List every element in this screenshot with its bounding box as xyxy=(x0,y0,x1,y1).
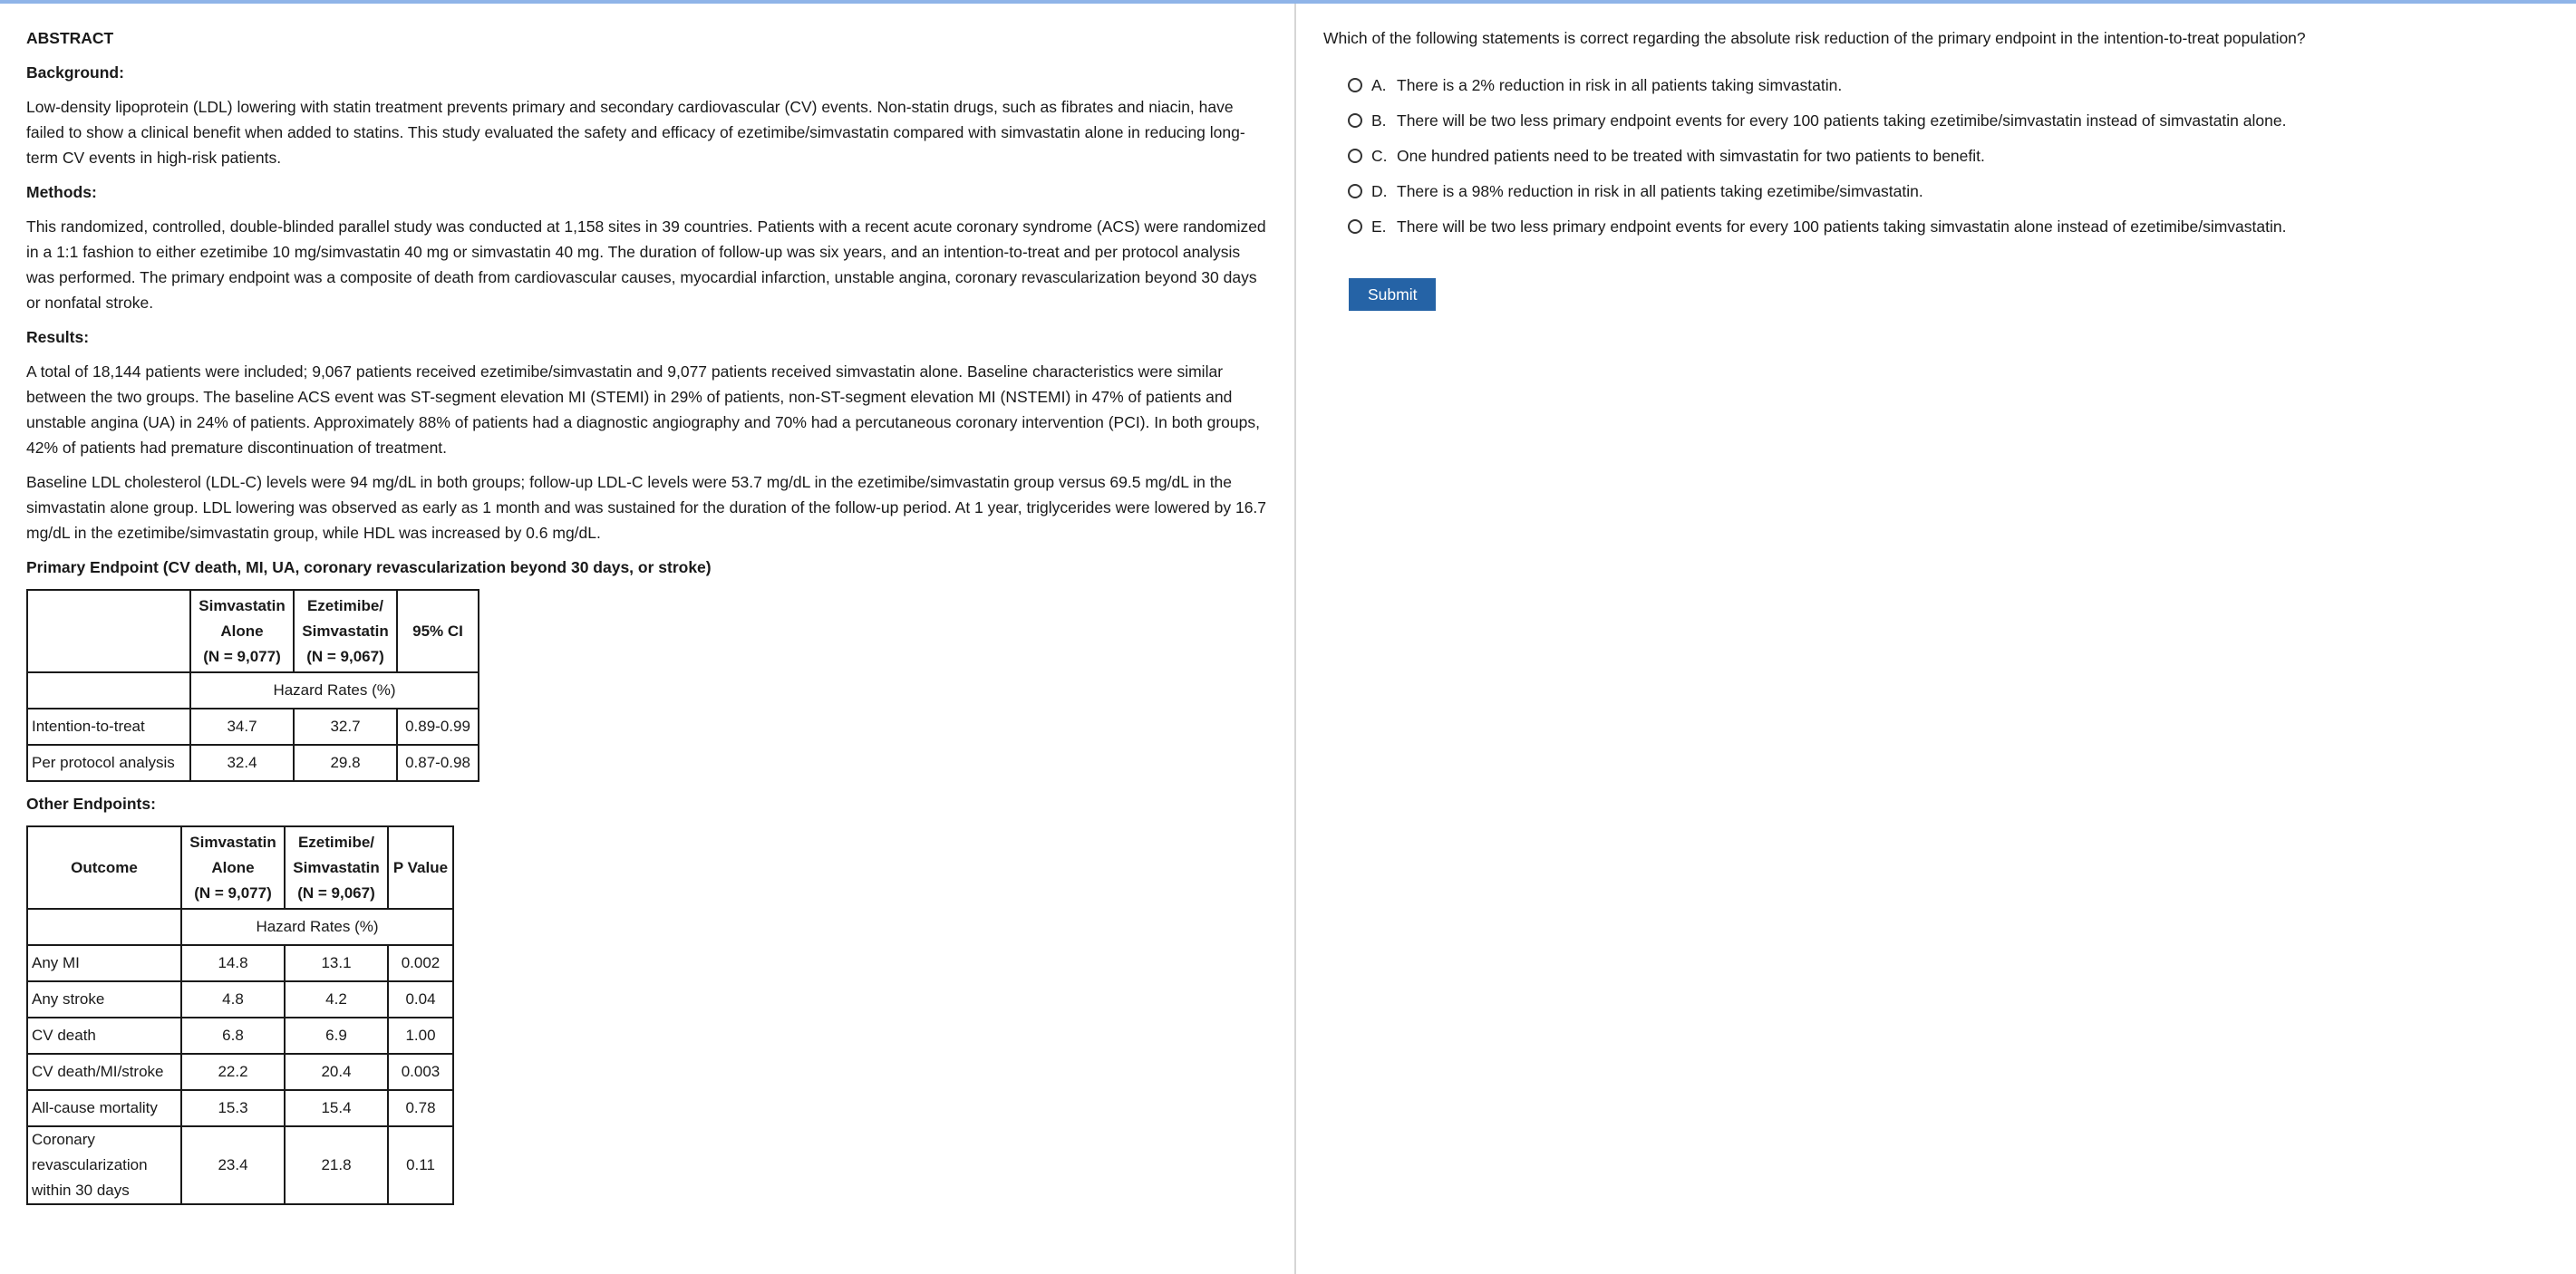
table-row xyxy=(27,1090,453,1126)
choice-letter: C. xyxy=(1371,146,1388,165)
submit-button[interactable]: Submit xyxy=(1349,278,1436,311)
cell-ezetimibe: 4.2 xyxy=(285,981,388,1018)
other-endpoints-table xyxy=(26,825,454,1205)
cell-ezetimibe: 6.9 xyxy=(285,1018,388,1054)
cell-ci: 0.89-0.99 xyxy=(397,709,479,745)
choice-text: There is a 98% reduction in risk in all patients taking ezetimibe/simvastatin. xyxy=(1397,181,1923,200)
header-line: (N = 9,077) xyxy=(194,883,272,902)
row-label: Any MI xyxy=(27,945,181,981)
cell-simvastatin: 6.8 xyxy=(181,1018,285,1054)
top-accent-bar xyxy=(0,0,2576,4)
answer-choice-b[interactable] xyxy=(1323,102,2556,138)
header-line: Alone xyxy=(211,858,255,876)
results-heading: Results: xyxy=(26,328,90,346)
header-line: (N = 9,067) xyxy=(306,647,384,665)
cell-ezetimibe: 15.4 xyxy=(285,1090,388,1126)
cell-simvastatin: 14.8 xyxy=(181,945,285,981)
methods-text: This randomized, controlled, double-blinded parallel study was conducted at 1,158 sites in 39 countries. Patients with a recent acute coronary syndrome (ACS) were randomized in a 1:1 fashion to either ezetimibe 10 mg/simvastatin 40 mg or simvastatin 40 mg. The duration of follow-up was six years, and an intention-to-treat and per protocol analysis was performed. The primary endpoint was a composite of death from cardiovascular causes, myocardial infarction, unstable angina, coronary revascularization beyond 30 days or nonfatal stroke. xyxy=(26,217,1266,312)
background-heading: Background: xyxy=(26,63,124,82)
cell-p-value: 0.78 xyxy=(388,1090,453,1126)
table-subheader-row xyxy=(27,672,479,709)
choice-text: One hundred patients need to be treated with simvastatin for two patients to benefit. xyxy=(1397,146,1985,165)
cell-simvastatin: 34.7 xyxy=(190,709,294,745)
cell-p-value: 0.11 xyxy=(388,1126,453,1204)
column-header-simvastatin xyxy=(190,590,294,672)
answer-choice-e[interactable] xyxy=(1323,208,2556,244)
choice-text: There is a 2% reduction in risk in all patients taking simvastatin. xyxy=(1397,75,1843,94)
cell-simvastatin: 4.8 xyxy=(181,981,285,1018)
row-label: CV death/MI/stroke xyxy=(27,1054,181,1090)
header-line: Ezetimibe/ xyxy=(297,833,375,851)
header-line: Simvastatin xyxy=(199,596,286,614)
answer-choice-d[interactable] xyxy=(1323,173,2556,208)
row-label: Per protocol analysis xyxy=(27,745,190,781)
cell-simvastatin: 22.2 xyxy=(181,1054,285,1090)
radio-button[interactable] xyxy=(1348,78,1362,92)
column-header-outcome: Outcome xyxy=(27,826,181,909)
empty-cell xyxy=(27,909,181,945)
choice-letter: D. xyxy=(1371,181,1388,200)
row-label-line: Coronary xyxy=(32,1131,95,1148)
header-line: Simvastatin xyxy=(302,622,389,640)
cell-simvastatin: 15.3 xyxy=(181,1090,285,1126)
column-header-ezetimibe xyxy=(294,590,397,672)
table-row xyxy=(27,1126,453,1204)
table-row xyxy=(27,1054,453,1090)
background-text: Low-density lipoprotein (LDL) lowering with statin treatment prevents primary and secondary cardiovascular (CV) events. Non-statin drugs, such as fibrates and niacin, have failed to show a clinical benefit when added to statins. This study evaluated the safety and efficacy of ezetimibe/simvastatin compared with simvastatin alone in reducing long-term CV events in high-risk patients. xyxy=(26,98,1245,167)
column-header-ci: 95% CI xyxy=(397,590,479,672)
primary-endpoint-table xyxy=(26,589,479,782)
empty-cell xyxy=(27,672,190,709)
table-subheader-row xyxy=(27,909,453,945)
radio-button[interactable] xyxy=(1348,219,1362,234)
column-header-simvastatin xyxy=(181,826,285,909)
cell-simvastatin: 23.4 xyxy=(181,1126,285,1204)
table-corner-cell xyxy=(27,590,190,672)
cell-ezetimibe: 29.8 xyxy=(294,745,397,781)
header-line: Simvastatin xyxy=(189,833,276,851)
abstract-title: ABSTRACT xyxy=(26,29,114,47)
table-row xyxy=(27,945,453,981)
radio-button[interactable] xyxy=(1348,149,1362,163)
table-header-row xyxy=(27,590,479,672)
table-row xyxy=(27,745,479,781)
methods-heading: Methods: xyxy=(26,183,97,201)
answer-choice-a[interactable] xyxy=(1323,67,2556,102)
header-line: (N = 9,077) xyxy=(203,647,281,665)
cell-ci: 0.87-0.98 xyxy=(397,745,479,781)
cell-p-value: 0.04 xyxy=(388,981,453,1018)
results-text-2: Baseline LDL cholesterol (LDL-C) levels were 94 mg/dL in both groups; follow-up LDL-C levels were 53.7 mg/dL in the ezetimibe/simvastatin group versus 69.5 mg/dL in the simvastatin alone group. LDL lowering was observed as early as 1 month and was sustained for the duration of the follow-up period. At 1 year, triglycerides were lowered by 16.7 mg/dL in the ezetimibe/simvastatin group, while HDL was increased by 0.6 mg/dL. xyxy=(26,473,1267,542)
row-label: CV death xyxy=(27,1018,181,1054)
row-label-line: within 30 days xyxy=(32,1182,130,1199)
choice-letter: A. xyxy=(1371,75,1387,94)
header-line: Ezetimibe/ xyxy=(306,596,384,614)
choice-letter: B. xyxy=(1371,111,1387,130)
column-header-ezetimibe xyxy=(285,826,388,909)
abstract-panel xyxy=(26,25,1273,1214)
cell-ezetimibe: 32.7 xyxy=(294,709,397,745)
primary-endpoint-heading: Primary Endpoint (CV death, MI, UA, coronary revascularization beyond 30 days, or stroke) xyxy=(26,558,712,576)
row-label-line: revascularization xyxy=(32,1156,148,1173)
cell-ezetimibe: 21.8 xyxy=(285,1126,388,1204)
cell-ezetimibe: 13.1 xyxy=(285,945,388,981)
results-text-1: A total of 18,144 patients were included; 9,067 patients received ezetimibe/simvastatin and 9,077 patients received simvastatin alone. Baseline characteristics were similar between the two groups. The baseline ACS event was ST-segment elevation MI (STEMI) in 29% of patients, non-ST-segment elevation MI (NSTEMI) in 47% of patients and unstable angina (UA) in 24% of patients. Approximately 88% of patients had a diagnostic angiography and 70% had a percutaneous coronary intervention (PCI). In both groups, 42% of patients had premature discontinuation of treatment. xyxy=(26,362,1260,457)
row-label: Intention-to-treat xyxy=(27,709,190,745)
hazard-rates-subheader: Hazard Rates (%) xyxy=(181,909,453,945)
panel-divider[interactable] xyxy=(1294,4,1296,1274)
radio-button[interactable] xyxy=(1348,184,1362,198)
answer-choice-c[interactable] xyxy=(1323,138,2556,173)
table-row xyxy=(27,709,479,745)
choice-letter: E. xyxy=(1371,217,1387,236)
cell-p-value: 0.002 xyxy=(388,945,453,981)
table-header-row xyxy=(27,826,453,909)
choice-text: There will be two less primary endpoint events for every 100 patients taking simvastatin alone instead of ezetimibe/simvastatin. xyxy=(1397,217,2287,236)
hazard-rates-subheader: Hazard Rates (%) xyxy=(190,672,479,709)
row-label: Any stroke xyxy=(27,981,181,1018)
row-label: All-cause mortality xyxy=(27,1090,181,1126)
radio-button[interactable] xyxy=(1348,113,1362,128)
header-line: Simvastatin xyxy=(293,858,380,876)
question-stem: Which of the following statements is correct regarding the absolute risk reduction of the primary endpoint in the intention-to-treat population? xyxy=(1323,29,2306,47)
choice-text: There will be two less primary endpoint events for every 100 patients taking ezetimibe/simvastatin instead of simvastatin alone. xyxy=(1397,111,2287,130)
cell-p-value: 1.00 xyxy=(388,1018,453,1054)
cell-simvastatin: 32.4 xyxy=(190,745,294,781)
row-label xyxy=(27,1126,181,1204)
cell-p-value: 0.003 xyxy=(388,1054,453,1090)
cell-ezetimibe: 20.4 xyxy=(285,1054,388,1090)
header-line: Alone xyxy=(220,622,264,640)
question-panel xyxy=(1323,25,2556,311)
table-row xyxy=(27,1018,453,1054)
header-line: (N = 9,067) xyxy=(297,883,375,902)
table-row xyxy=(27,981,453,1018)
column-header-p-value: P Value xyxy=(388,826,453,909)
other-endpoints-heading: Other Endpoints: xyxy=(26,795,156,813)
